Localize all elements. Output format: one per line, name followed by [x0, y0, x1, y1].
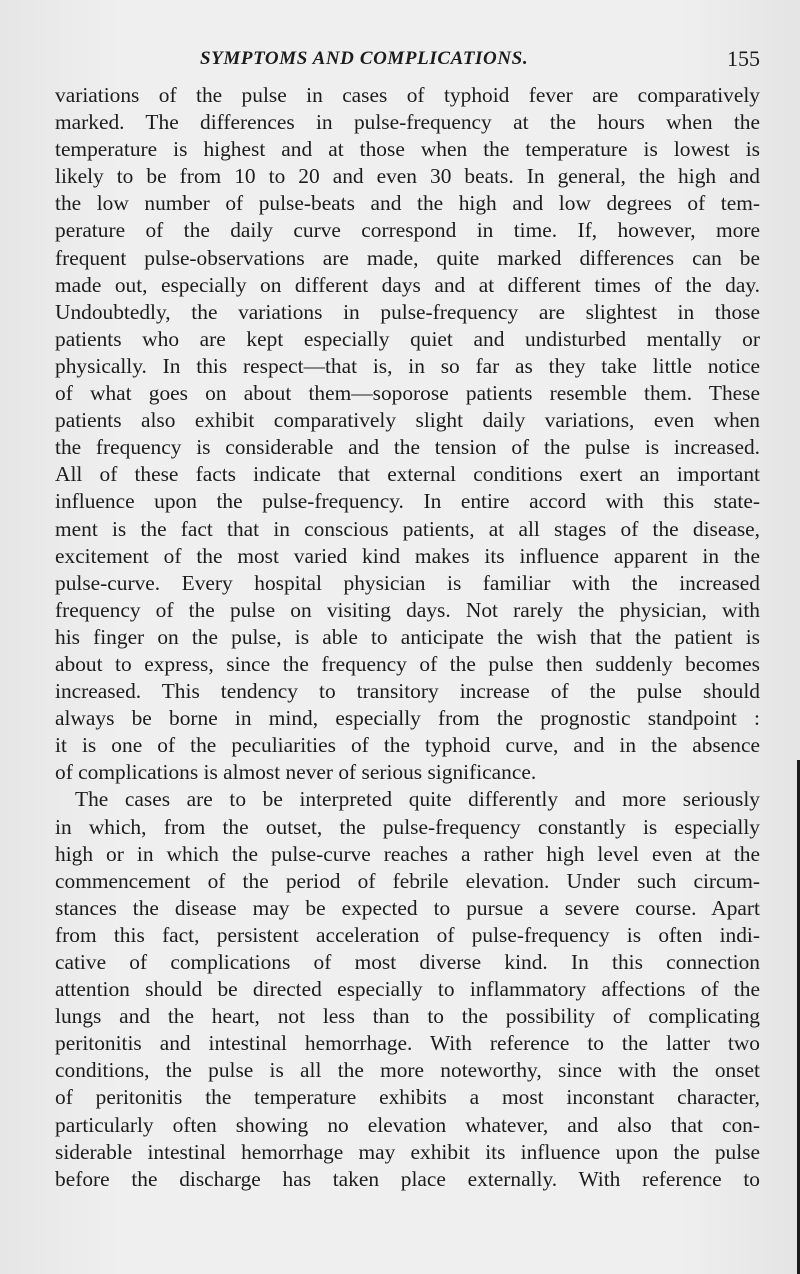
text-line: temperature is highest and at those when the temperature is lowest is [55, 137, 760, 162]
text-line: the frequency is considerable and the tension of the pulse is increased. [55, 435, 760, 460]
page-number: 155 [727, 46, 760, 71]
running-title: SYMPTOMS AND COMPLICATIONS. [200, 48, 529, 69]
text-line: perature of the daily curve correspond in time. If, however, more [55, 218, 760, 243]
text-line: in which, from the outset, the pulse-frequency constantly is especially [55, 814, 760, 839]
text-line: pulse-curve. Every hospital physician is familiar with the increased [55, 570, 760, 595]
text-line: lungs and the heart, not less than to the possibility of complicating [55, 1004, 760, 1029]
text-line: of complications is almost never of serious significance. [55, 760, 537, 785]
text-line: Undoubtedly, the variations in pulse-frequency are slightest in those [55, 299, 760, 324]
text-line: physically. In this respect—that is, in so far as they take little notice [55, 353, 760, 378]
running-head [55, 44, 760, 74]
text-line: from this fact, persistent acceleration of pulse-frequency is often indi- [55, 922, 760, 947]
text-line: about to express, since the frequency of the pulse then suddenly becomes [55, 651, 760, 676]
text-line: ment is the fact that in conscious patients, at all stages of the disease, [55, 516, 760, 541]
text-line: attention should be directed especially to inflammatory affections of the [55, 977, 760, 1002]
text-line: always be borne in mind, especially from the prognostic standpoint : [55, 706, 760, 731]
text-line: stances the disease may be expected to pursue a severe course. Apart [55, 895, 760, 920]
text-line: particularly often showing no elevation whatever, and also that con- [55, 1112, 760, 1137]
text-line: of what goes on about them—soporose patients resemble them. These [55, 381, 760, 406]
text-line: the low number of pulse-beats and the high and low degrees of tem- [55, 191, 760, 216]
text-line: marked. The differences in pulse-frequency at the hours when the [55, 110, 760, 135]
text-line: peritonitis and intestinal hemorrhage. With reference to the latter two [55, 1031, 760, 1056]
body-text [55, 82, 760, 1193]
text-line: likely to be from 10 to 20 and even 30 beats. In general, the high and [55, 164, 760, 189]
text-line: variations of the pulse in cases of typhoid fever are comparatively [55, 83, 760, 107]
text-line: of peritonitis the temperature exhibits a most inconstant character, [55, 1085, 760, 1110]
text-line: patients who are kept especially quiet and undisturbed mentally or [55, 326, 760, 351]
text-line: commencement of the period of febrile elevation. Under such circum- [55, 868, 760, 893]
text-line: patients also exhibit comparatively slight daily variations, even when [55, 408, 760, 433]
text-line: excitement of the most varied kind makes its influence apparent in the [55, 543, 760, 568]
text-line: made out, especially on different days and at different times of the day. [55, 272, 760, 297]
text-line: his finger on the pulse, is able to anticipate the wish that the patient is [55, 624, 760, 649]
text-line: it is one of the peculiarities of the typhoid curve, and in the absence [55, 733, 760, 758]
text-line: conditions, the pulse is all the more noteworthy, since with the onset [55, 1058, 760, 1083]
text-line: frequency of the pulse on visiting days. Not rarely the physician, with [55, 597, 760, 622]
text-line: The cases are to be interpreted quite differently and more seriously [75, 787, 760, 812]
text-line: high or in which the pulse-curve reaches a rather high level even at the [55, 841, 760, 866]
text-line: siderable intestinal hemorrhage may exhibit its influence upon the pulse [55, 1139, 760, 1164]
text-line: influence upon the pulse-frequency. In entire accord with this state- [55, 489, 760, 514]
text-line: cative of complications of most diverse kind. In this connection [55, 950, 760, 974]
text-line: All of these facts indicate that external conditions exert an important [55, 462, 760, 487]
text-line: frequent pulse-observations are made, quite marked differences can be [55, 245, 760, 270]
text-line: increased. This tendency to transitory increase of the pulse should [55, 679, 760, 704]
text-line: before the discharge has taken place externally. With reference to [55, 1166, 760, 1191]
